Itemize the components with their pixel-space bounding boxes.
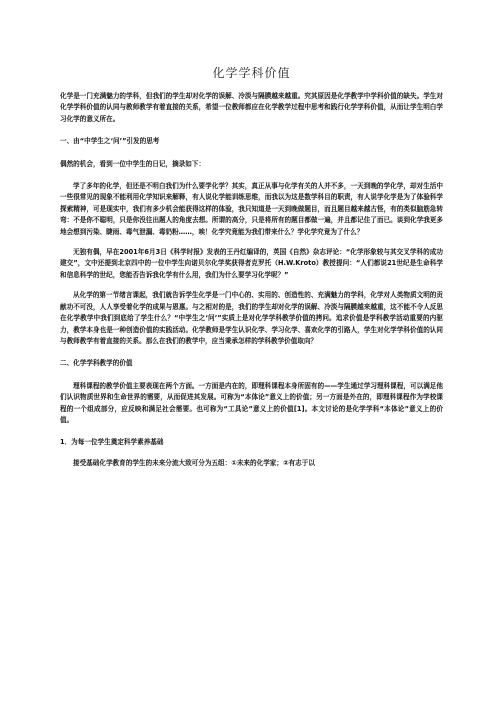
diary-paragraph: 学了多年的化学，但还是不明白我们为什么要学化学？其实，真正从事与化学有关的人并不多，一天到晚的学化学，却对生活中一些很常见的现象不能利用化学知识来解释，有人说化学能训练思维，而我以为这是数学科目的职责，有人说学化学是为了体验科学探索精神，可是现实中，我们有多少机会能获得这样的体验，我只知道是一天到晚做题目，而且题目越来越古怪，有的类似脑筋急转弯：不是你不聪明，只是你没往出题人的角度去想。所谓的高分，只是将所有的题目都做一遍，并且都记住了而已。谈到化学我更多地会想到污染、睫雨、毒气泄漏、毒奶粉……，唉！化学究竟能为我们带来什么？学化学究竟为了什么？ [60,182,443,236]
intro-paragraph: 偶然的机会，看到一位中学生的日记，摘录如下： [60,159,206,168]
quote-paragraph: 无独有偶，早在2001年6月3日《科学时报》发表的王丹红编译的，英国《自然》杂志评论：“化学形象较与其交叉学科的成功建交”，文中还提到北京四中的一位中学生向诺贝尔化学奖获得者克罗托（H.W.Kroto）教授提问：“人们都说21世纪是生命科学和信息科学的世纪，您能否告诉我化学有什么用，我们为什么要学习化学呢？” [60,248,443,279]
section1-heading: 一、由“中学生之‘问’”引发的思考 [60,137,160,146]
subsection1-heading: 1．为每一位学生奠定科学素养基础 [60,438,164,447]
abstract-paragraph: 化学是一门充满魅力的学科，但我们的学生却对化学的误解、冷淡与隔膜越来越重。究其原因是化学教学中学科价值的缺失。学生对化学学科价值的认同与教师教学有着直接的关系，希望一位教师都应在化学教学过程中思考和践行化学学科价值，从而让学生明白学习化学的意义所在。 [60,92,443,123]
document-page [60,64,443,469]
section2-heading: 二、化学学科教学的价值 [60,359,133,368]
analysis-paragraph: 从化学的第一节绪言课起，我们就告诉学生化学是一门中心的、实用的、创造性的、充满魅力的学科，化学对人类物质文明的贡献功不可没，人人享受着化学的成果与恩惠。与之相对的是，我们的学生却对化学的误解、冷淡与隔膜越来越重，这不能不令人反思在化学教学中我们到底给了学生什么？“中学生之‘问’”实质上是对化学学科教学价值的拷问。追求价值是学科教学活动重要的内驱力，教学本身也是一种创造价值的实践活动。化学教师是学生认识化学、学习化学、喜欢化学的引路人，学生对化学学科价值的认同与教师教学有着直接的关系。那么在我们的教学中，应当秉承怎样的学科教学价值取向？ [60,291,443,345]
last-paragraph: 接受基础化学教育的学生的未来分流大致可分为五组：①未来的化学家；②有志于以 [73,458,315,467]
value-paragraph: 理科课程的教学价值主要表现在两个方面。一方面是内在的，即理科课程本身所固有的——学生通过学习理科课程，可以满足他们认识物质世界和生命世界的需要，从而促进其发展。可称为“本体论”意义上的价值；另一方面是外在的，即理科课程作为学校课程的一个组成部分，应反映和满足社会需要。也可称为“工具论”意义上的价值[1]。本文讨论的是化学学科“本体论”意义上的价值。 [60,381,443,424]
document-title: 化学学科价值 [212,66,291,80]
